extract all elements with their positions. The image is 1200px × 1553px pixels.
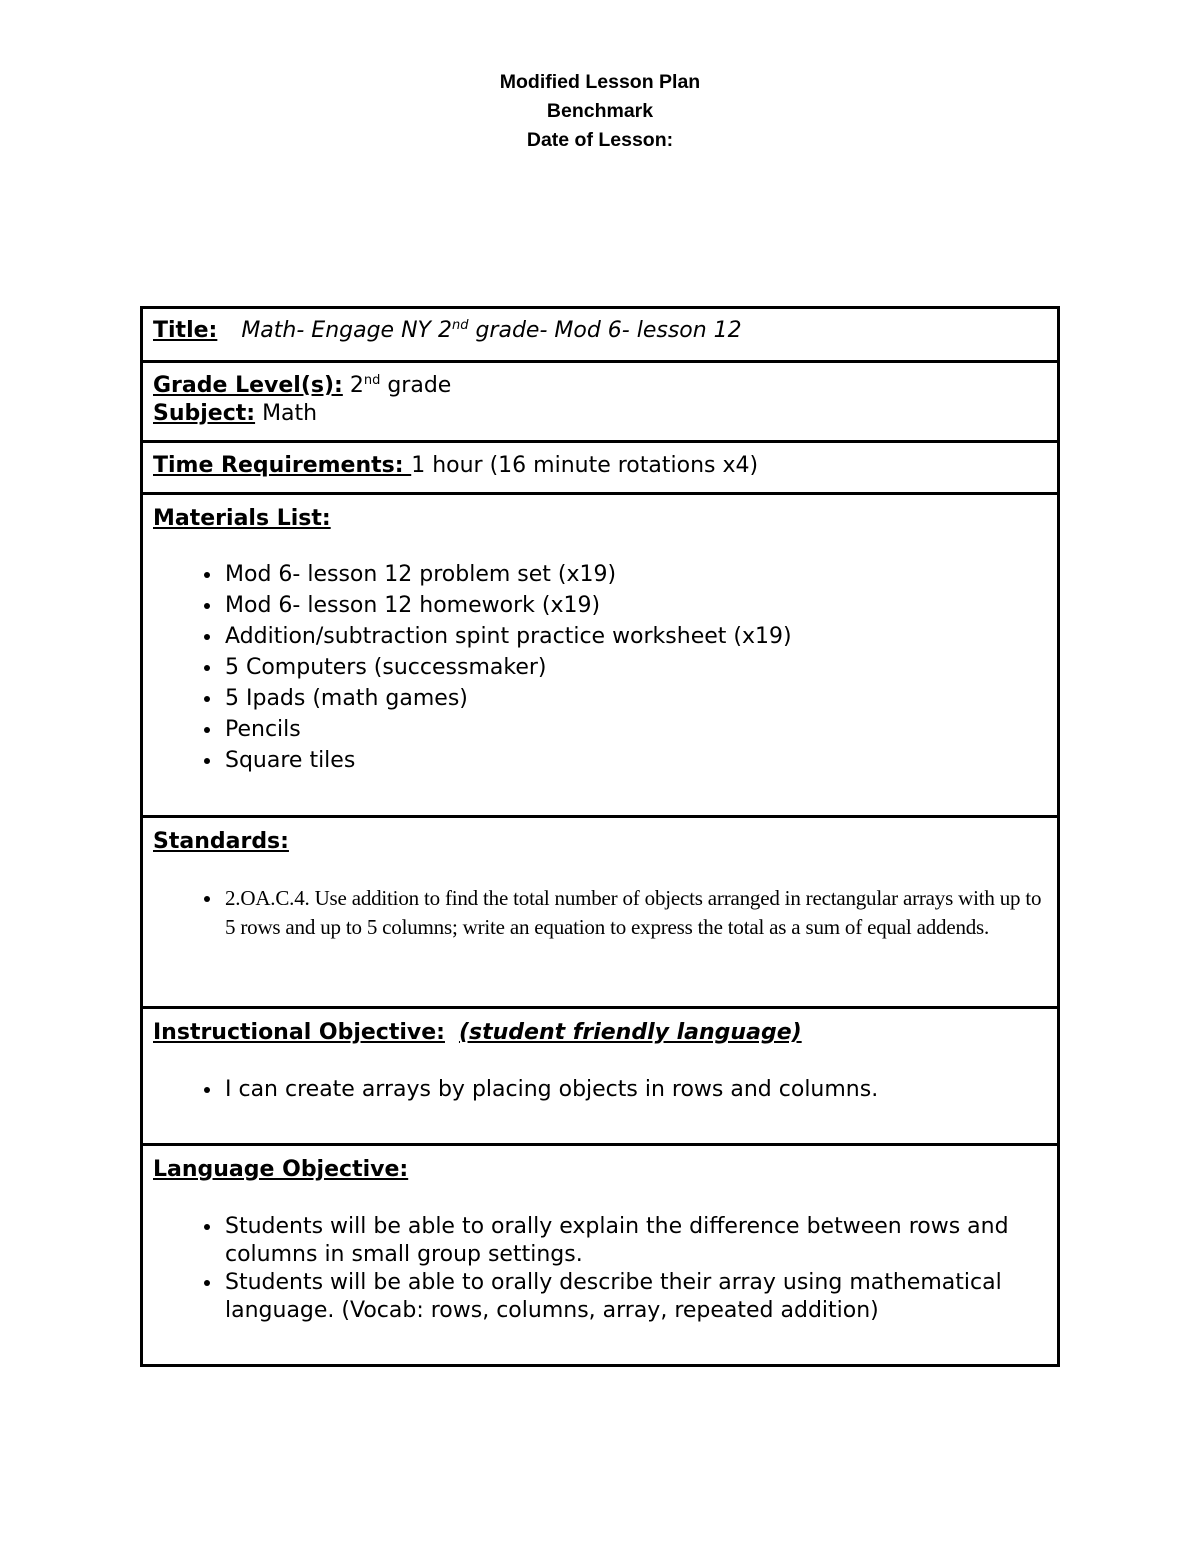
list-item: • 5 Ipads (math games): [223, 683, 1048, 714]
instructional-label: Instructional Objective:: [153, 1020, 445, 1045]
header-line-plan: Modified Lesson Plan: [499, 71, 701, 93]
subject-label: Subject:: [153, 401, 256, 426]
standards-list: [153, 884, 1048, 941]
list-item: • Students will be able to orally describe their array using mathematical language. (Vocab: rows, columns, array, repeated addition): [223, 1269, 1048, 1325]
header-line-date: Date of Lesson:: [526, 129, 674, 151]
grade-label: Grade Level(s):: [153, 373, 343, 398]
standards-row: [142, 817, 1059, 1008]
instructional-note: (student friendly language): [458, 1020, 802, 1045]
list-item: • Addition/subtraction spint practice worksheet (x19): [223, 621, 1048, 652]
title-row: [142, 308, 1059, 362]
instructional-objective-row: [142, 1008, 1059, 1145]
time-value: 1 hour (16 minute rotations x4): [411, 453, 759, 478]
time-label: Time Requirements:: [153, 453, 412, 478]
materials-list: [153, 559, 1048, 776]
list-item: • 5 Computers (successmaker): [223, 652, 1048, 683]
materials-label: Materials List:: [153, 506, 331, 531]
title-value: Math- Engage NY 2nd grade- Mod 6- lesson 12: [241, 318, 742, 343]
list-item: • Mod 6- lesson 12 homework (x19): [223, 590, 1048, 621]
lesson-plan-table: [140, 306, 1060, 1367]
subject-value: Math: [255, 401, 318, 426]
grade-subject-row: [142, 362, 1059, 442]
subject: [153, 400, 1048, 428]
document-header: [0, 68, 1200, 155]
grade-level: Grade Level(s): 2nd grade: [153, 373, 452, 398]
materials-row: [142, 494, 1059, 817]
list-item: • Students will be able to orally explain the difference between rows and columns in small group settings.: [223, 1213, 1048, 1269]
list-item: • I can create arrays by placing objects in rows and columns.: [223, 1076, 1048, 1104]
list-item: • Pencils: [223, 714, 1048, 745]
list-item: • Mod 6- lesson 12 problem set (x19): [223, 559, 1048, 590]
time-row: [142, 442, 1059, 494]
language-list: [153, 1213, 1048, 1325]
list-item: • 2.OA.C.4. Use addition to find the total number of objects arranged in rectangular arrays with up to 5 rows and up to 5 columns; write an equation to express the total as a sum of equal addends.: [223, 884, 1048, 941]
instructional-list: [153, 1076, 1048, 1104]
header-line-benchmark: Benchmark: [546, 100, 654, 122]
language-objective-row: [142, 1145, 1059, 1366]
title-label: Title:: [153, 318, 218, 343]
language-label: Language Objective:: [153, 1157, 409, 1182]
list-item: • Square tiles: [223, 745, 1048, 776]
standards-label: Standards:: [153, 829, 289, 854]
